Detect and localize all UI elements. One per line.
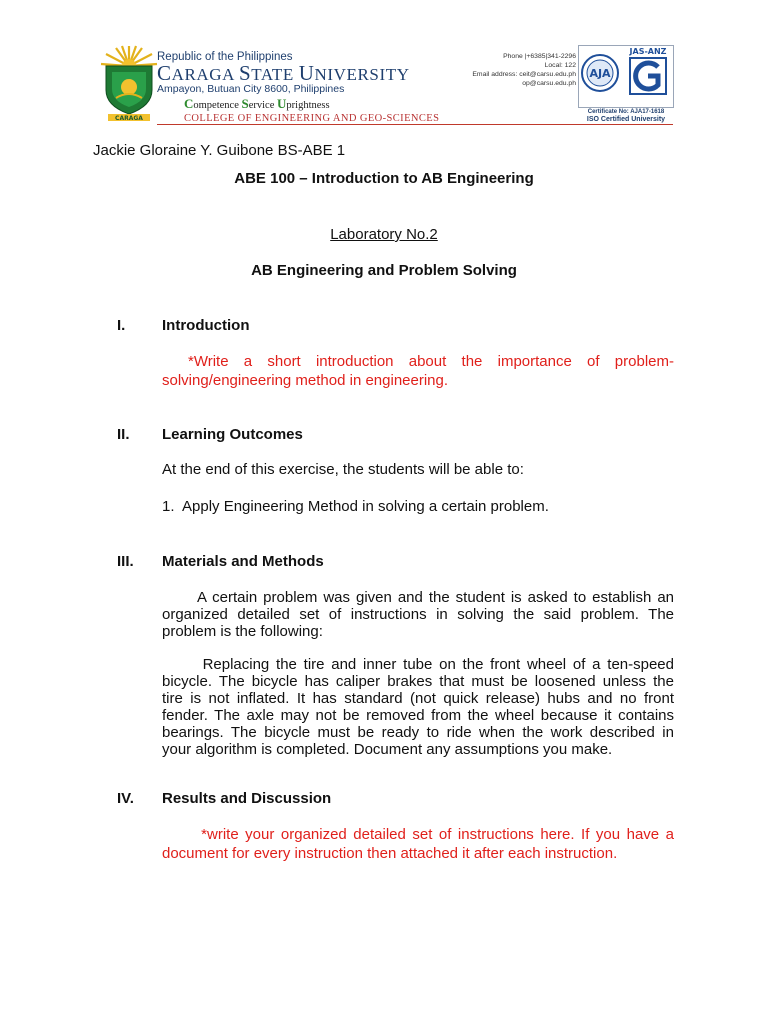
methods-paragraph-1: A certain problem was given and the student is asked to establish an organized detailed set of instructions in solving the said problem. The problem is the following: (162, 589, 674, 640)
jas-anz-text: JAS-ANZ (629, 47, 667, 56)
section-3-title: Materials and Methods (162, 553, 324, 570)
section-4-title: Results and Discussion (162, 790, 332, 807)
outcome-item-1: 1. Apply Engineering Method in solving a certain problem. (162, 498, 549, 515)
university-name: CARAGA STATE UNIVERSITY (157, 61, 410, 85)
contact-email: Email address: ceit@carsu.edu.ph (472, 71, 576, 78)
university-logo (98, 44, 160, 126)
course-title: ABE 100 – Introduction to AB Engineering (234, 170, 534, 187)
lab-title: AB Engineering and Problem Solving (251, 262, 517, 279)
contact-phone: Phone |+6385|341-2296 (503, 53, 576, 60)
section-3-number: III. (117, 553, 134, 570)
section-2-title: Learning Outcomes (162, 426, 303, 443)
certificate-number: Certificate No: AJA17-1618 (587, 109, 665, 115)
contact-info (466, 52, 576, 88)
section-2-number: II. (117, 426, 130, 443)
contact-local: Local: 122 (544, 62, 576, 69)
section-4-number: IV. (117, 790, 134, 807)
section-1-number: I. (117, 317, 126, 334)
intro-note-line-1: *Write a short introduction about the importance of problem- (188, 353, 674, 370)
contact-email-2: op@carsu.edu.ph (522, 80, 576, 87)
section-1-title: Introduction (162, 317, 250, 334)
logo-text: CARAGA (115, 114, 143, 122)
aja-text: AJA (589, 67, 611, 80)
university-address: Ampayon, Butuan City 8600, Philippines (157, 83, 345, 95)
intro-note-line-2: solving/engineering method in engineering. (162, 372, 449, 389)
results-note: *write your organized detailed set of instructions here. If you have a document for every instruction then attached it after each instruction. (162, 826, 674, 862)
methods-paragraph-2: Replacing the tire and inner tube on the front wheel of a ten-speed bicycle. The bicycle has caliper brakes that must be loosened unless the tire is not inflated. It has standard (not quick release) hubs and no front fender. The axle may not be removed from the wheel because it contains bearings. The bicycle must be ready to ride when the work described in your algorithm is completed. Document any assumptions you make. (162, 656, 674, 758)
lab-number: Laboratory No.2 (330, 226, 438, 243)
motto: Competence Service Uprightness (184, 96, 330, 111)
outcomes-lead: At the end of this exercise, the students will be able to: (162, 461, 524, 478)
iso-label: ISO Certified University (586, 116, 666, 123)
certificate-text (578, 109, 674, 123)
republic-label: Republic of the Philippines (157, 51, 293, 63)
college-name: COLLEGE OF ENGINEERING AND GEO-SCIENCES (184, 113, 440, 124)
author-line: Jackie Gloraine Y. Guibone BS-ABE 1 (93, 142, 346, 159)
